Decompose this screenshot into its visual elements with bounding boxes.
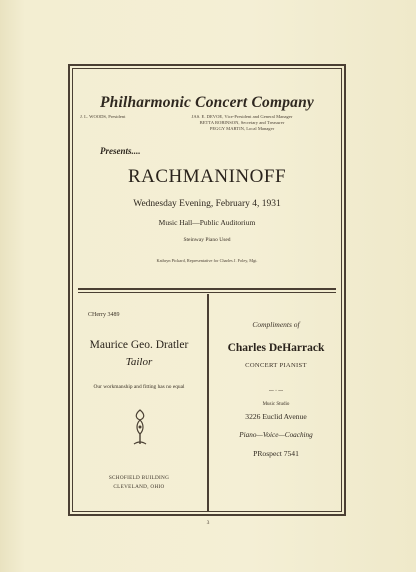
program-border <box>68 64 346 516</box>
tailor-name: Maurice Geo. Dratler <box>89 339 189 351</box>
section-divider-top <box>78 288 336 290</box>
company-name: Philharmonic Concert Company <box>99 94 315 111</box>
officer-local-manager: PEGGY MARTIN, Local Manager <box>209 126 275 131</box>
studio-address: 3226 Euclid Avenue <box>245 412 307 421</box>
compliments-label: Compliments of <box>252 320 300 329</box>
scissors-ornament-icon <box>127 408 153 448</box>
pianist-name: Charles DeHarrack <box>227 342 325 354</box>
tailor-address <box>74 474 204 491</box>
presents-label: Presents.... <box>100 146 141 156</box>
pianist-role: CONCERT PIANIST <box>245 362 307 369</box>
studio-services: Piano—Voice—Coaching <box>239 431 313 439</box>
section-divider-top-thin <box>78 292 336 293</box>
tailor-city: CLEVELAND, OHIO <box>113 483 165 490</box>
tailor-tagline: Our workmanship and fitting has no equal <box>93 384 185 390</box>
page-number: 3 <box>206 520 210 526</box>
studio-label: Music Studio <box>262 402 290 407</box>
officer-secretary: BETTA ROBINSON, Secretary and Treasurer <box>199 120 285 125</box>
ad-column-divider <box>207 294 209 512</box>
artist-name: RACHMANINOFF <box>127 166 287 187</box>
officer-president: J. L. WOODS, President <box>80 114 126 119</box>
officer-vice-president: JAS. E. DEVOE, Vice-President and General Manager <box>191 114 293 119</box>
divider-ornament: ⁓ ◦ ⁓ <box>268 389 284 394</box>
studio-phone: PRospect 7541 <box>253 449 299 458</box>
representative-note: Kathryn Pickard, Representative for Charles J. Foley, Mgt. <box>156 258 258 263</box>
tailor-building: SCHOFIELD BUILDING <box>108 475 170 481</box>
tailor-trade: Tailor <box>125 356 153 368</box>
concert-venue: Music Hall—Public Auditorium <box>158 218 256 227</box>
piano-note: Steinway Piano Used <box>183 237 231 243</box>
tailor-phone: CHerry 3489 <box>88 312 120 318</box>
concert-date: Wednesday Evening, February 4, 1931 <box>133 199 281 209</box>
officer-list <box>150 114 334 132</box>
